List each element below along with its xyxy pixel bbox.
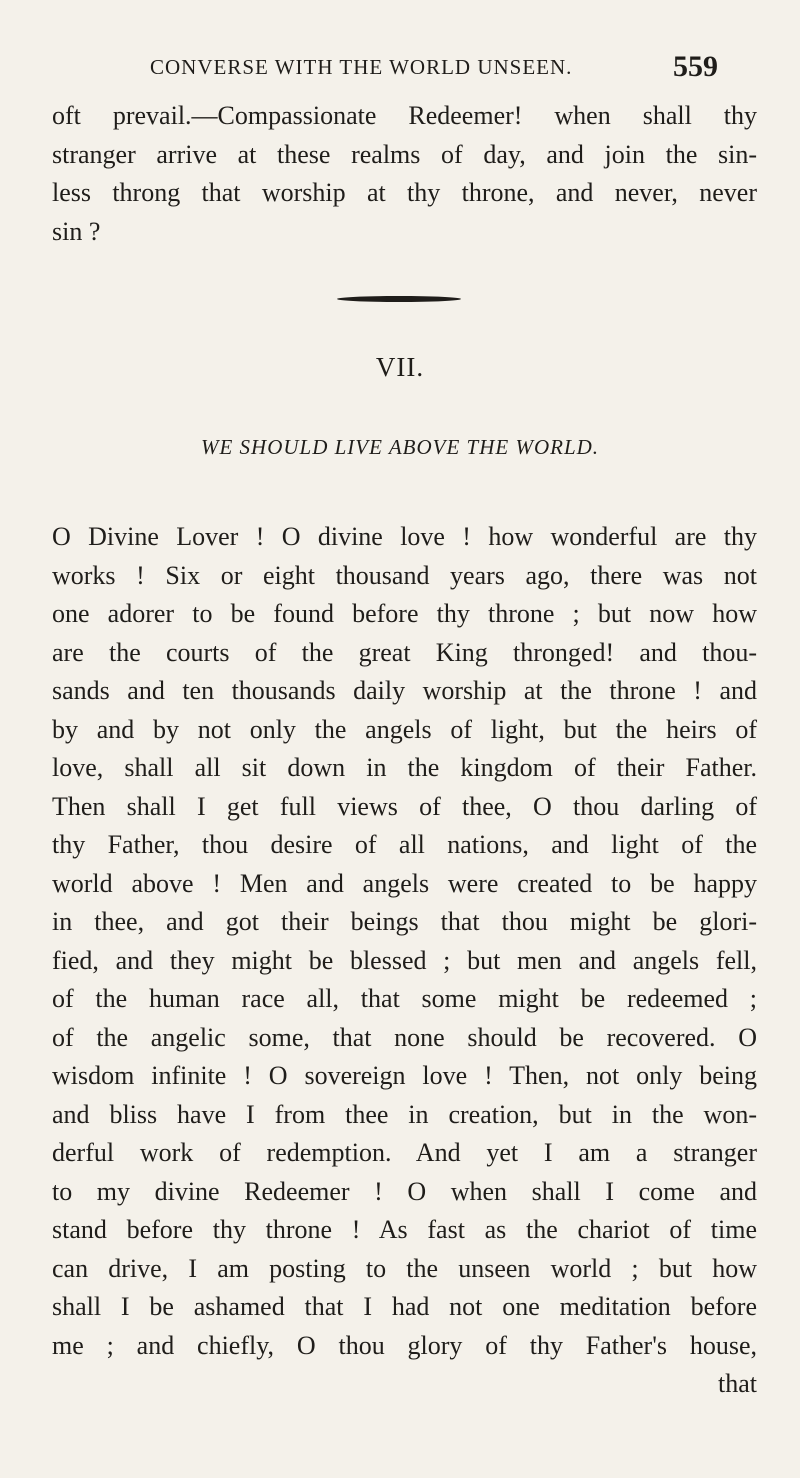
text-line: of the human race all, that some might be redeemed ; [52, 984, 757, 1013]
text-line: by and by not only the angels of light, but the heirs of [52, 714, 757, 744]
text-line: me ; and chiefly, O thou glory of thy Father's house, [52, 1330, 757, 1360]
text-line: sands and ten thousands daily worship at the throne ! and [52, 676, 757, 705]
text-line: of the angelic some, that none should be recovered. O [52, 1022, 757, 1052]
text-line: to my divine Redeemer ! O when shall I come and [52, 1176, 757, 1206]
text-line: sin ? [52, 216, 101, 246]
section-two-text [52, 518, 757, 1404]
text-line: love, shall all sit down in the kingdom of their Father. [52, 753, 757, 782]
running-head: CONVERSE WITH THE WORLD UNSEEN. [150, 55, 573, 79]
text-line: derful work of redemption. And yet I am a stranger [52, 1138, 757, 1167]
text-line: oft prevail.—Compassionate Redeemer! when shall thy [52, 101, 757, 130]
text-line: Then shall I get full views of thee, O thou darling of [52, 791, 757, 821]
text-line: one adorer to be found before thy throne ; but now how [52, 599, 757, 628]
text-line: less throng that worship at thy throne, and never, never [52, 178, 757, 207]
section-numeral: VII. [375, 352, 425, 382]
text-line: world above ! Men and angels were created to be happy [52, 868, 757, 898]
text-line: can drive, I am posting to the unseen world ; but how [52, 1253, 757, 1283]
text-line: and bliss have I from thee in creation, but in the won- [52, 1099, 757, 1129]
text-line: stranger arrive at these realms of day, and join the sin- [52, 139, 757, 169]
ornamental-rule [337, 296, 461, 302]
text-line: wisdom infinite ! O sovereign love ! Then, not only being [52, 1061, 757, 1090]
text-line: are the courts of the great King thronged! and thou- [52, 637, 757, 667]
section-one-text [52, 97, 757, 251]
catchword: that [718, 1369, 757, 1398]
text-line: fied, and they might be blessed ; but men and angels fell, [52, 945, 757, 975]
text-line: stand before thy throne ! As fast as the chariot of time [52, 1215, 757, 1244]
text-line: works ! Six or eight thousand years ago, there was not [52, 560, 757, 590]
text-line: O Divine Lover ! O divine love ! how wonderful are thy [52, 522, 757, 551]
page-number: 559 [673, 50, 718, 83]
text-line: thy Father, thou desire of all nations, and light of the [52, 830, 757, 859]
text-line: in thee, and got their beings that thou might be glori- [52, 907, 757, 936]
text-line: shall I be ashamed that I had not one meditation before [52, 1292, 757, 1321]
section-title: WE SHOULD LIVE ABOVE THE WORLD. [200, 435, 600, 459]
